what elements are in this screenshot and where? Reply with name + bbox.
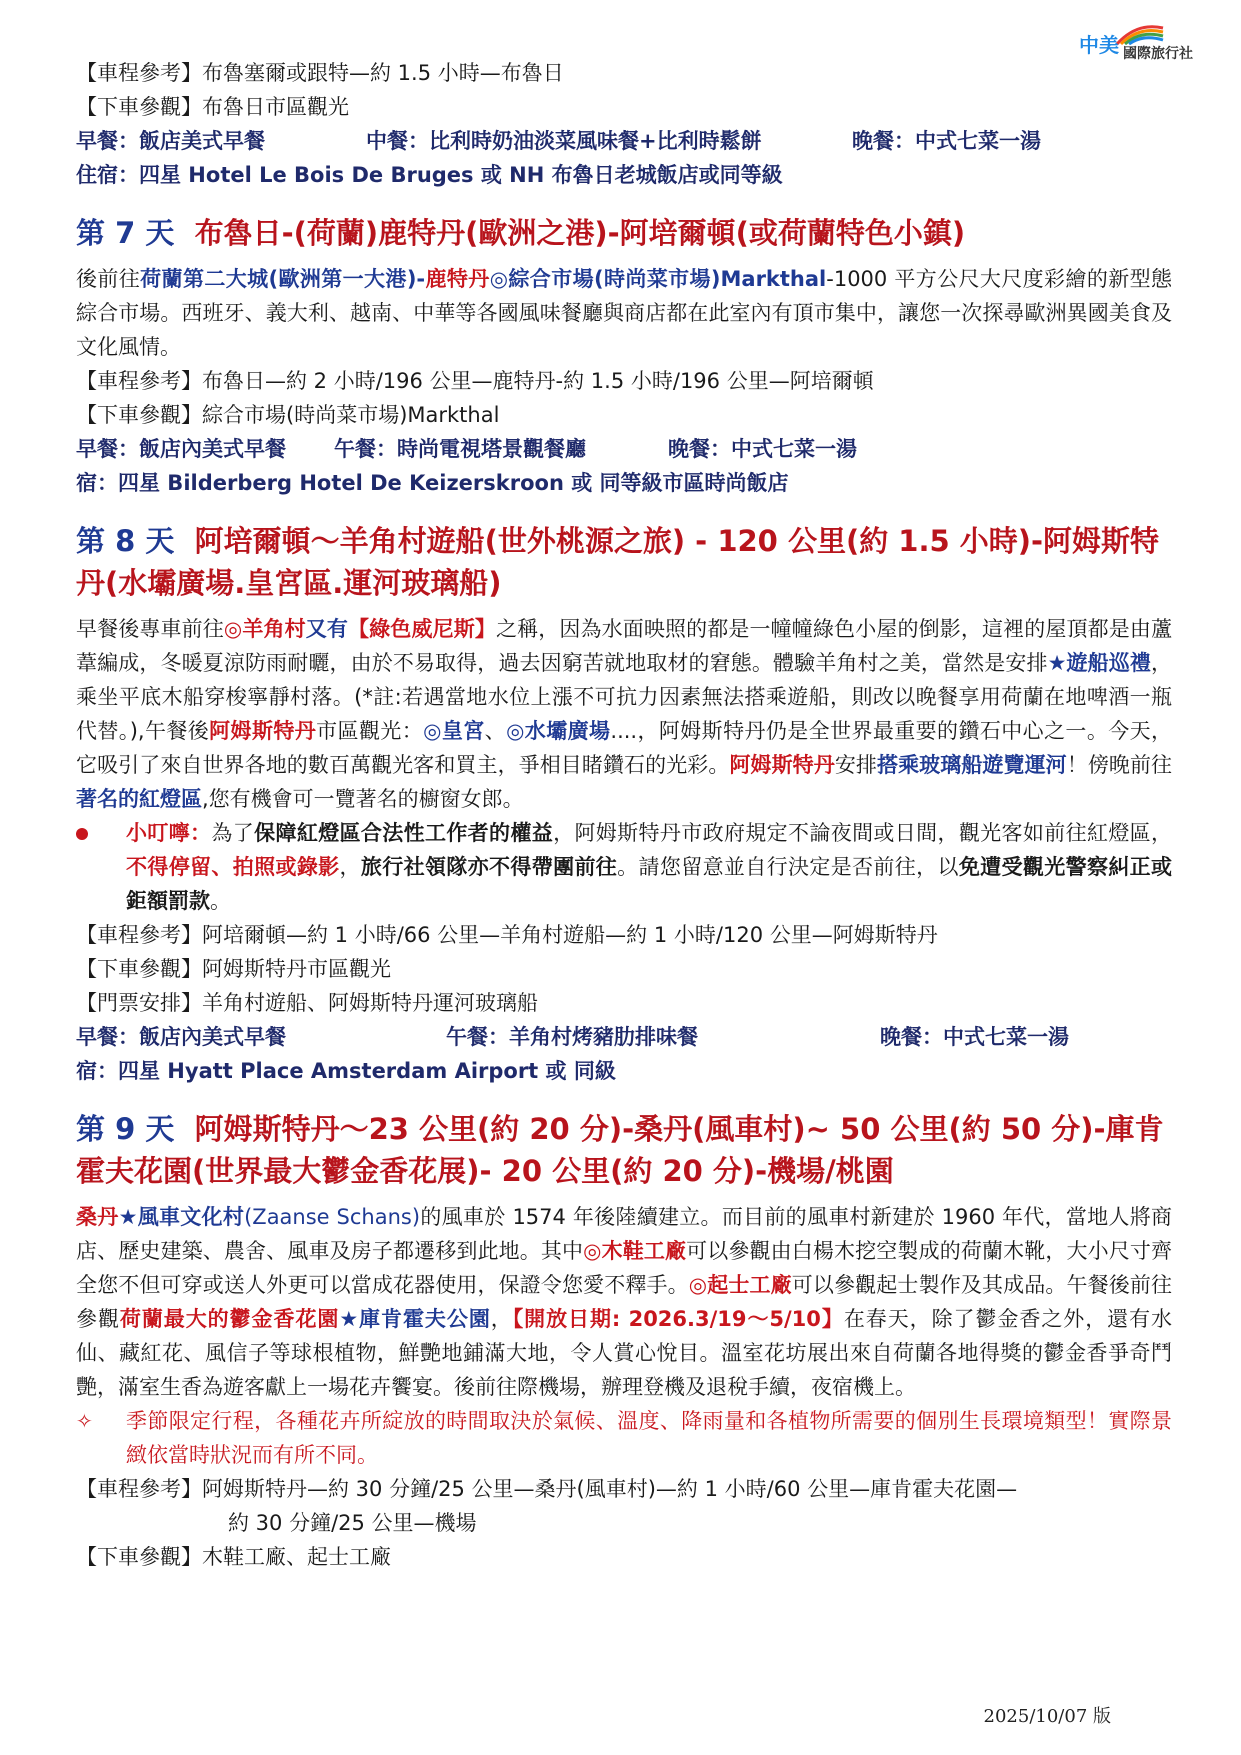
day7-num: 第 7 天 <box>76 216 175 250</box>
day8-title: 阿培爾頓～羊角村遊船(世外桃源之旅) - 120 公里(約 1.5 小時)-阿姆斯特丹(水壩廣場.皇宮區.運河玻璃船) <box>76 524 1160 600</box>
day9-sight-ref: 【下車參觀】木鞋工廠、起士工廠 <box>76 1545 391 1569</box>
day8-meals <box>76 1020 1172 1054</box>
day8-heading <box>76 520 1172 604</box>
top-dinner: 晚餐：中式七菜一湯 <box>852 129 1041 153</box>
day7-lunch: 午餐：時尚電視塔景觀餐廳 <box>334 437 586 461</box>
day7-hotel: 宿：四星 Bilderberg Hotel De Keizerskroon 或 同等級市區時尚飯店 <box>76 471 789 495</box>
top-lunch: 中餐：比利時奶油淡菜風味餐+比利時鬆餅 <box>366 129 762 153</box>
top-meals <box>76 124 1172 158</box>
top-drive-ref: 【車程參考】布魯塞爾或跟特—約 1.5 小時—布魯日 <box>76 61 564 85</box>
day7-heading <box>76 212 1172 254</box>
day8-hotel: 宿：四星 Hyatt Place Amsterdam Airport 或 同級 <box>76 1059 616 1083</box>
day8-dinner: 晚餐：中式七菜一湯 <box>880 1025 1069 1049</box>
day7-title: 布魯日-(荷蘭)鹿特丹(歐洲之港)-阿培爾頓(或荷蘭特色小鎮) <box>194 216 966 250</box>
day9-note: ✧ 季節限定行程，各種花卉所綻放的時間取決於氣候、溫度、降雨量和各植物所需要的個別生長環境類型！實際景緻依當時狀況而有所不同。 <box>76 1404 1172 1472</box>
itinerary-page <box>76 56 1172 1574</box>
top-breakfast: 早餐：飯店美式早餐 <box>76 129 265 153</box>
day7-sight-ref: 【下車參觀】綜合市場(時尚菜市場)Markthal <box>76 403 500 427</box>
day9-title: 阿姆斯特丹～23 公里(約 20 分)-桑丹(風車村)~ 50 公里(約 50 分)-庫肯霍夫花園(世界最大鬱金香花展)- 20 公里(約 20 分)-機場/桃園 <box>76 1112 1164 1188</box>
bullet-dot-icon <box>76 828 88 840</box>
day9-num: 第 9 天 <box>76 1112 175 1146</box>
logo-zh: 中美 <box>1079 33 1119 57</box>
day9-drive-ref: 【車程參考】阿姆斯特丹—約 30 分鐘/25 公里—桑丹(風車村)—約 1 小時/60 公里—庫肯霍夫花園— <box>76 1477 1018 1501</box>
day7-meals <box>76 432 1172 466</box>
day9-heading <box>76 1108 1172 1192</box>
day7-drive-ref: 【車程參考】布魯日—約 2 小時/196 公里—鹿特丹-約 1.5 小時/196 公里—阿培爾頓 <box>76 369 874 393</box>
day8-breakfast: 早餐：飯店內美式早餐 <box>76 1025 286 1049</box>
version-footer: 2025/10/07 版 <box>983 1706 1111 1727</box>
day7-breakfast: 早餐：飯店內美式早餐 <box>76 437 286 461</box>
day9-paragraph: 桑丹★風車文化村(Zaanse Schans)的風車於 1574 年後陸續建立。而目前的風車村新建於 1960 年代，當地人將商店、歷史建築、農舍、風車及房子都遷移到此地。其中◎木鞋工廠可以參觀由白楊木挖空製成的荷蘭木靴，大小尺寸齊全您不但可穿或送人外更可以當成花器使用，保證令您愛不釋手。◎起士工廠可以參觀起士製作及其成品。午餐後前往參觀荷蘭最大的鬱金香花園★庫肯霍夫公園，【開放日期: 2026.3/19～5/10】在春天，除了鬱金香之外，還有水仙、藏紅花、風信子等球根植物，鮮艷地鋪滿大地，令人賞心悅目。溫室花坊展出來自荷蘭各地得獎的鬱金香爭奇鬥艷，滿室生香為遊客獻上一場花卉饗宴。後前往際機場，辦理登機及退稅手續，夜宿機上。 <box>76 1205 1173 1399</box>
day7-paragraph: 後前往荷蘭第二大城(歐洲第一大港)-鹿特丹◎綜合市場(時尚菜市場)Markthal-1000 平方公尺大尺度彩繪的新型態綜合市場。西班牙、義大利、越南、中華等各國風味餐廳與商店都在此室內有頂市集中，讓您一次探尋歐洲異國美食及文化風情。 <box>76 267 1172 359</box>
day8-tip: 小叮嚀：為了保障紅燈區合法性工作者的權益，阿姆斯特丹市政府規定不論夜間或日間，觀光客如前往紅燈區，不得停留、拍照或錄影，旅行社領隊亦不得帶團前往。請您留意並自行決定是否前往，以免遭受觀光警察糾正或鉅額罰款。 <box>76 816 1172 918</box>
day8-ticket-ref: 【門票安排】羊角村遊船、阿姆斯特丹運河玻璃船 <box>76 991 538 1015</box>
day7-dinner: 晚餐：中式七菜一湯 <box>668 437 857 461</box>
top-sight-ref: 【下車參觀】布魯日市區觀光 <box>76 95 349 119</box>
day8-sight-ref: 【下車參觀】阿姆斯特丹市區觀光 <box>76 957 391 981</box>
day8-paragraph: 早餐後專車前往◎羊角村又有【綠色威尼斯】之稱，因為水面映照的都是一幢幢綠色小屋的倒影，這裡的屋頂都是由蘆葦編成，冬暖夏涼防雨耐曬，由於不易取得，過去因窮苦就地取材的窘態。體驗羊角村之美，當然是安排★遊船巡禮，乘坐平底木船穿梭寧靜村落。(*註:若遇當地水位上漲不可抗力因素無法搭乘遊船，則改以晚餐享用荷蘭在地啤酒一瓶代替。),午餐後阿姆斯特丹市區觀光：◎皇宮、◎水壩廣場....，阿姆斯特丹仍是全世界最重要的鑽石中心之一。今天，它吸引了來自世界各地的數百萬觀光客和買主，爭相目睹鑽石的光彩。阿姆斯特丹安排搭乘玻璃船遊覽運河！傍晚前往著名的紅燈區,您有機會可一覽著名的櫥窗女郎。 <box>76 617 1173 811</box>
day9-drive-ref-cont: 約 30 分鐘/25 公里—機場 <box>228 1511 477 1535</box>
day8-lunch: 午餐：羊角村烤豬肋排味餐 <box>446 1025 698 1049</box>
sparkle-icon: ✧ <box>76 1409 93 1433</box>
day8-num: 第 8 天 <box>76 524 175 558</box>
top-hotel: 住宿：四星 Hotel Le Bois De Bruges 或 NH 布魯日老城飯店或同等級 <box>76 163 783 187</box>
day8-drive-ref: 【車程參考】阿培爾頓—約 1 小時/66 公里—羊角村遊船—約 1 小時/120 公里—阿姆斯特丹 <box>76 923 938 947</box>
logo-name: 國際旅行社 <box>1123 46 1193 62</box>
